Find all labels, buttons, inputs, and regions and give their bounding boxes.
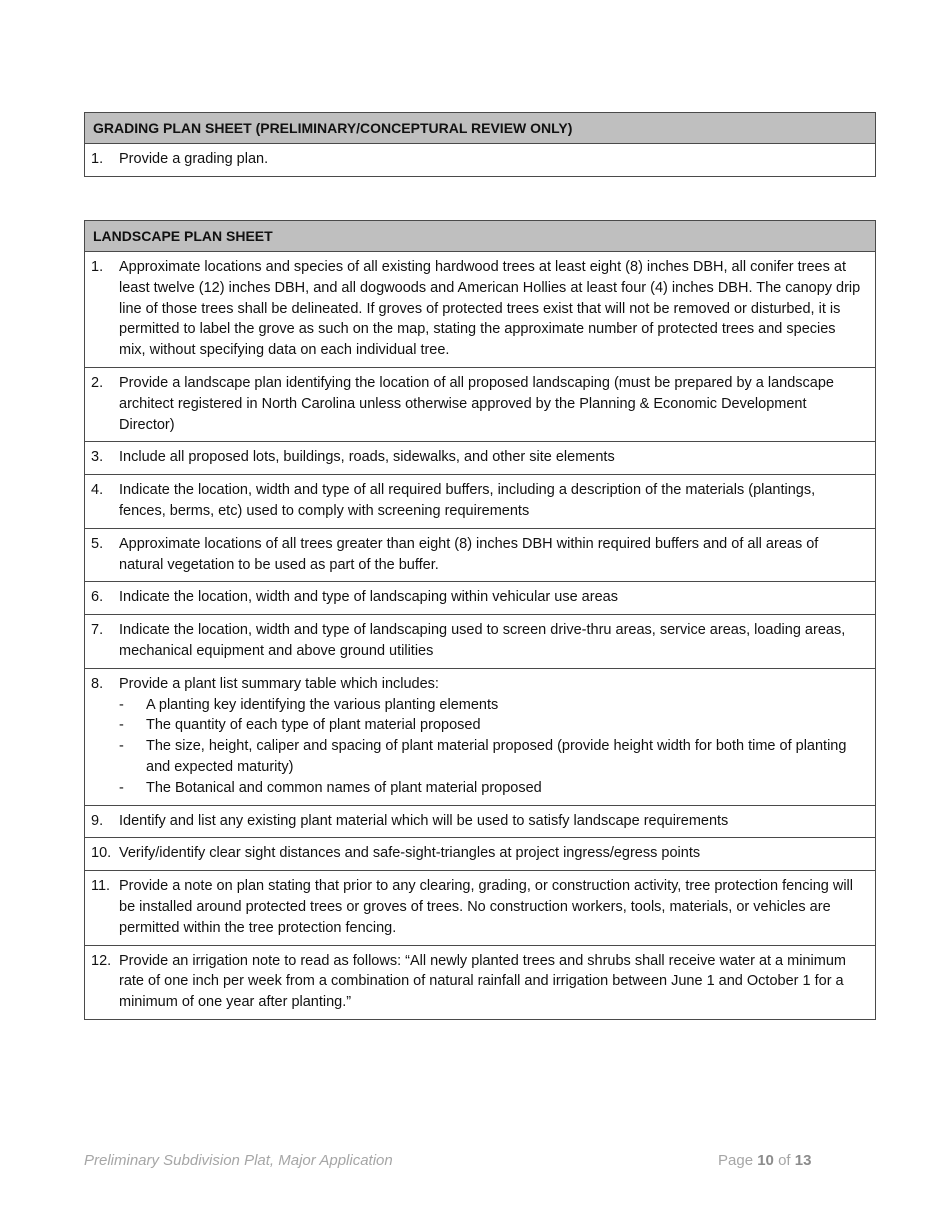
footer-document-title: Preliminary Subdivision Plat, Major Application <box>84 1152 393 1169</box>
item-number: 1. <box>91 259 104 275</box>
item-text: Provide a grading plan. <box>119 151 269 167</box>
list-item <box>85 529 875 583</box>
total-pages: 13 <box>794 1152 812 1169</box>
item-text: Approximate locations of all trees greater than eight (8) inches DBH within required buffers and of all areas of natural vegetation to be used as part of the buffer. <box>119 535 819 573</box>
list-item <box>85 871 875 945</box>
list-item <box>85 475 875 529</box>
bullet-text: The size, height, caliper and spacing of plant material proposed (provide height width for both time of planting and expected maturity) <box>146 738 847 775</box>
item-text: Indicate the location, width and type of landscaping within vehicular use areas <box>119 589 618 606</box>
item-text: Indicate the location, width and type of all required buffers, including a description of the materials (plantings, fences, berms, etc) used to comply with screening requirements <box>119 482 816 519</box>
list-item <box>85 838 875 871</box>
grading-plan-section <box>84 112 876 177</box>
list-item <box>85 252 875 368</box>
item-text: Include all proposed lots, buildings, roads, sidewalks, and other site elements <box>119 449 615 466</box>
item-number: 11. <box>91 878 111 895</box>
current-page: 10 <box>757 1152 774 1169</box>
of-word: of <box>778 1152 791 1169</box>
item-number: 3. <box>91 449 104 466</box>
bullet-item <box>119 695 865 716</box>
list-item <box>85 669 875 806</box>
item-number: 2. <box>91 374 104 391</box>
item-text: Provide a landscape plan identifying the location of all proposed landscaping (must be prepared by a landscape architect registered in North Carolina unless otherwise approved by the Planning & Economic Development Director) <box>119 374 834 433</box>
bullet-text: The Botanical and common names of plant material proposed <box>146 779 542 796</box>
item-text: Identify and list any existing plant material which will be used to satisfy landscape requirements <box>119 812 729 829</box>
bullet-list <box>119 695 865 799</box>
list-item <box>85 582 875 615</box>
item-text: Provide a plant list summary table which includes: <box>119 675 439 692</box>
bullet-text: The quantity of each type of plant material proposed <box>146 717 481 734</box>
page-word: Page <box>718 1152 754 1169</box>
item-number: 8. <box>91 675 104 692</box>
bullet-item <box>119 778 865 799</box>
item-text: Provide an irrigation note to read as follows: “All newly planted trees and shrubs shall receive water at a minimum rate of one inch per week from a combination of natural rainfall and irrigation between June 1 and October 1 for a minimum of one year after planting.” <box>119 952 846 1011</box>
item-number: 4. <box>91 482 104 499</box>
landscape-plan-section <box>84 220 876 1020</box>
grading-plan-title: GRADING PLAN SHEET (PRELIMINARY/CONCEPTURAL REVIEW ONLY) <box>85 113 875 144</box>
bullet-text: A planting key identifying the various planting elements <box>146 696 499 713</box>
item-number: 6. <box>91 589 104 606</box>
list-item <box>85 442 875 475</box>
item-number: 5. <box>91 535 104 552</box>
list-item <box>85 615 875 669</box>
bullet-item <box>119 715 865 736</box>
list-item <box>85 368 875 442</box>
dash-marker: - <box>119 696 124 713</box>
item-text: Approximate locations and species of all existing hardwood trees at least eight (8) inches DBH, all conifer trees at least twelve (12) inches DBH, and all dogwoods and American Hollies at least four (4) inches DBH. The canopy drip line of those trees shall be delineated. If groves of protected trees exist that will not be removed or disturbed, it is permitted to label the grove as such on the map, stating the approximate number of protected trees and species mix, without specifying data on each individual tree. <box>119 259 861 359</box>
item-text: Provide a note on plan stating that prior to any clearing, grading, or construction activity, tree protection fencing will be installed around protected trees or groves of trees. No construction workers, tools, materials, or vehicles are permitted within the tree protection fencing. <box>119 878 853 936</box>
bullet-item <box>119 736 865 778</box>
dash-marker: - <box>119 717 124 734</box>
item-number: 7. <box>91 622 104 639</box>
dash-marker: - <box>119 779 124 796</box>
footer-page-number <box>718 1152 811 1169</box>
item-text: Indicate the location, width and type of landscaping used to screen drive-thru areas, service areas, loading areas, mechanical equipment and above ground utilities <box>119 622 846 659</box>
list-item <box>85 144 875 177</box>
item-number: 12. <box>91 952 112 969</box>
landscape-plan-title: LANDSCAPE PLAN SHEET <box>85 221 875 252</box>
item-body <box>119 674 865 799</box>
dash-marker: - <box>119 738 124 755</box>
item-number: 1. <box>91 151 104 167</box>
item-number: 9. <box>91 812 104 829</box>
list-item <box>85 806 875 839</box>
list-item <box>85 946 875 1020</box>
item-text: Verify/identify clear sight distances and safe-sight-triangles at project ingress/egress points <box>119 845 701 862</box>
item-number: 10. <box>91 845 112 862</box>
